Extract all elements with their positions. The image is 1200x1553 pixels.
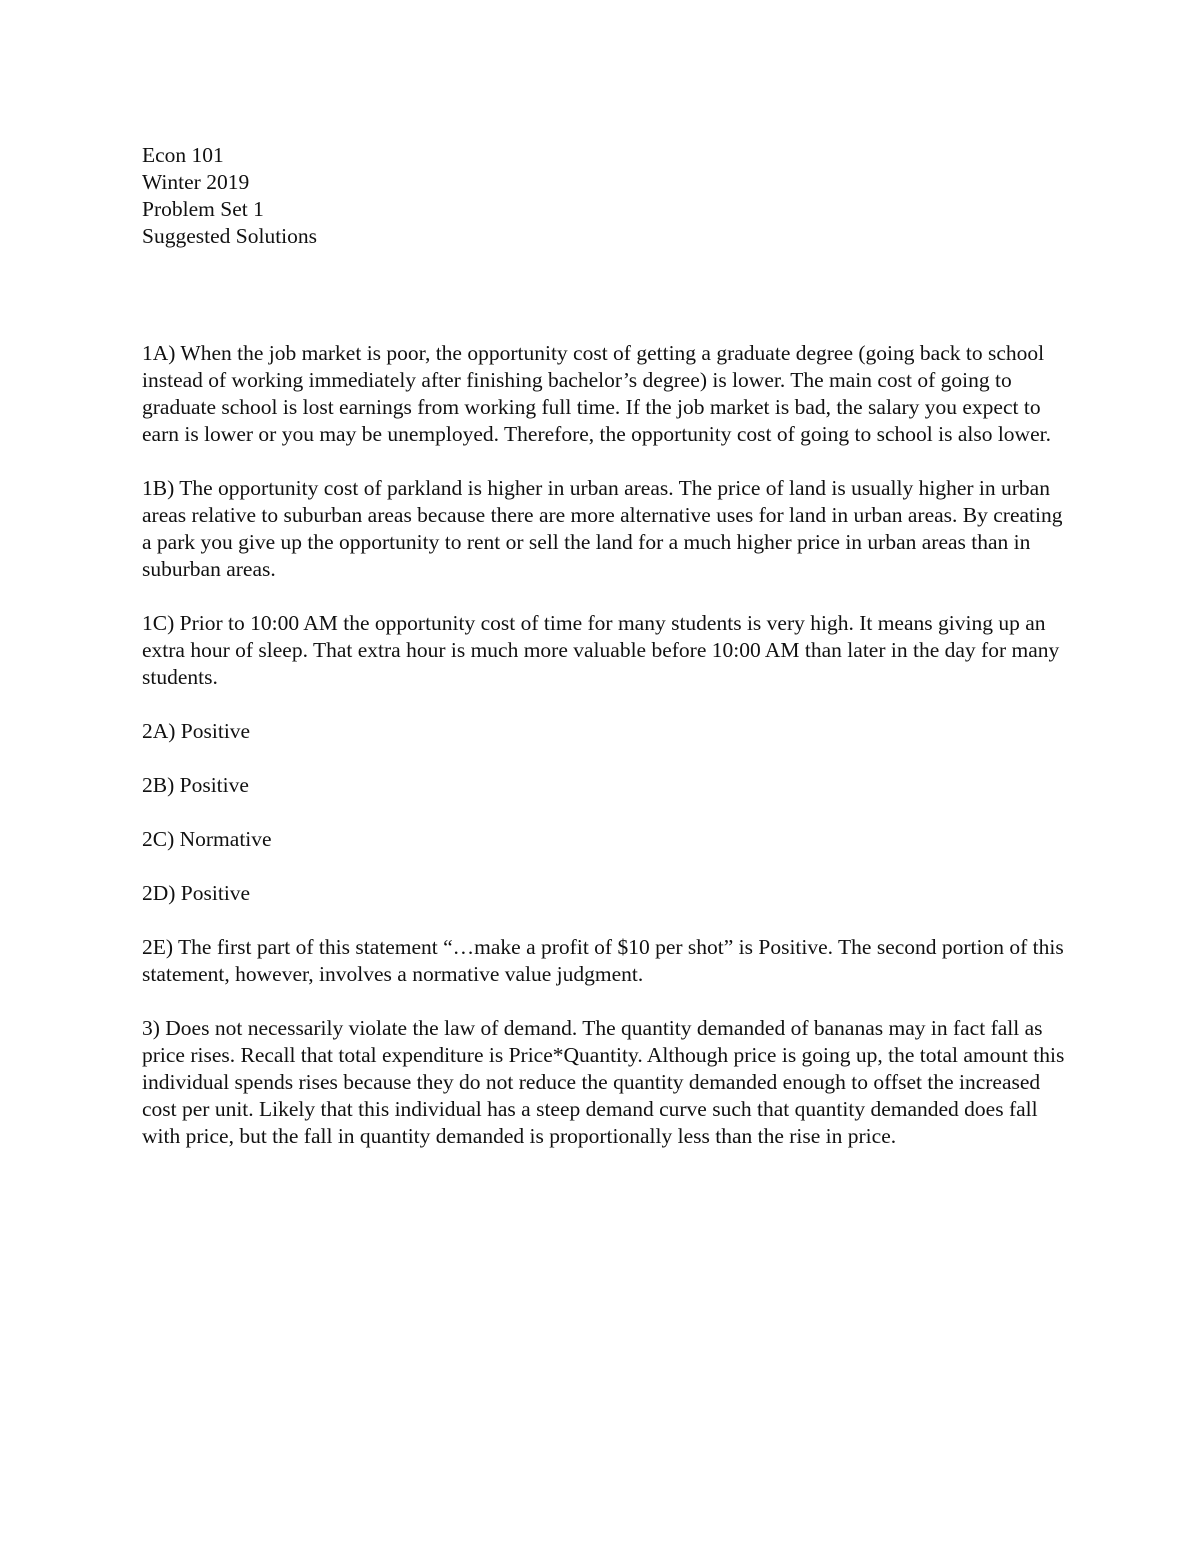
document-body: [142, 142, 1067, 1177]
answer-2e: 2E) The first part of this statement “…make a profit of $10 per shot” is Positive. The second portion of this statement, however, involves a normative value judgment.: [142, 935, 1064, 986]
answer-1c: 1C) Prior to 10:00 AM the opportunity cost of time for many students is very high. It means giving up an extra hour of sleep. That extra hour is much more valuable before 10:00 AM than later in the day for many students.: [142, 611, 1060, 689]
answer-2c: 2C) Normative: [142, 827, 272, 851]
document-type: Suggested Solutions: [142, 224, 318, 248]
answer-2d: 2D) Positive: [142, 881, 251, 905]
assignment-title: Problem Set 1: [142, 197, 264, 221]
answer-3: 3) Does not necessarily violate the law of demand. The quantity demanded of bananas may in fact fall as price rises. Recall that total expenditure is Price*Quantity. Although price is going up, the total amount this individual spends rises because they do not reduce the quantity demanded enough to offset the increased cost per unit. Likely that this individual has a steep demand curve such that quantity demanded does fall with price, but the fall in quantity demanded is proportionally less than the rise in price.: [142, 1016, 1065, 1148]
answer-1b: 1B) The opportunity cost of parkland is higher in urban areas. The price of land is usually higher in urban areas relative to suburban areas because there are more alternative uses for land in urban areas. By creating a park you give up the opportunity to rent or sell the land for a much higher price in urban areas than in suburban areas.: [142, 476, 1063, 581]
document-header: [142, 142, 1067, 250]
term: Winter 2019: [142, 170, 250, 194]
answer-2b: 2B) Positive: [142, 773, 249, 797]
answer-2a: 2A) Positive: [142, 719, 251, 743]
answer-1a: 1A) When the job market is poor, the opportunity cost of getting a graduate degree (going back to school instead of working immediately after finishing bachelor’s degree) is lower. The main cost of going to graduate school is lost earnings from working full time. If the job market is bad, the salary you expect to earn is lower or you may be unemployed. Therefore, the opportunity cost of going to school is also lower.: [142, 341, 1051, 446]
course-name: Econ 101: [142, 143, 224, 167]
